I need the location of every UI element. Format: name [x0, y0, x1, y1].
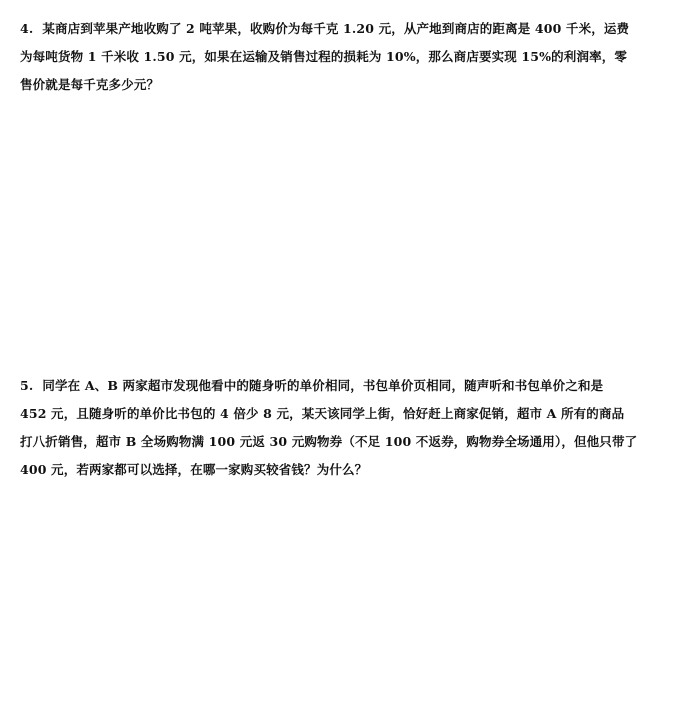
question-4-number: 4. [20, 21, 34, 36]
question-5-line-1 [20, 372, 660, 400]
question-4 [20, 15, 660, 99]
question-5 [20, 372, 660, 484]
question-4-line-2: 为每吨货物 1 千米收 1.50 元，如果在运输及销售过程的损耗为 10%，那么商店要实现 15%的利润率，零 [20, 49, 628, 64]
question-5-line-3: 打八折销售，超市 B 全场购物满 100 元返 30 元购物券（不足 100 不返券，购物券全场通用），但他只带了 [20, 434, 638, 449]
question-4-line-1 [20, 15, 660, 43]
question-5-text-1: 同学在 A、B 两家超市发现他看中的随身听的单价相同，书包单价页相同，随声听和书包单价之和是 [42, 378, 604, 393]
question-5-number: 5. [20, 378, 34, 393]
question-4-line-3: 售价就是每千克多少元？ [20, 77, 160, 92]
question-5-line-4: 400 元，若两家都可以选择，在哪一家购买较省钱？为什么？ [20, 462, 368, 477]
question-4-text-1: 某商店到苹果产地收购了 2 吨苹果，收购价为每千克 1.20 元，从产地到商店的距离是 400 千米，运费 [42, 21, 630, 36]
question-5-line-2: 452 元，且随身听的单价比书包的 4 倍少 8 元，某天该同学上街，恰好赶上商家促销，超市 A 所有的商品 [20, 406, 625, 421]
